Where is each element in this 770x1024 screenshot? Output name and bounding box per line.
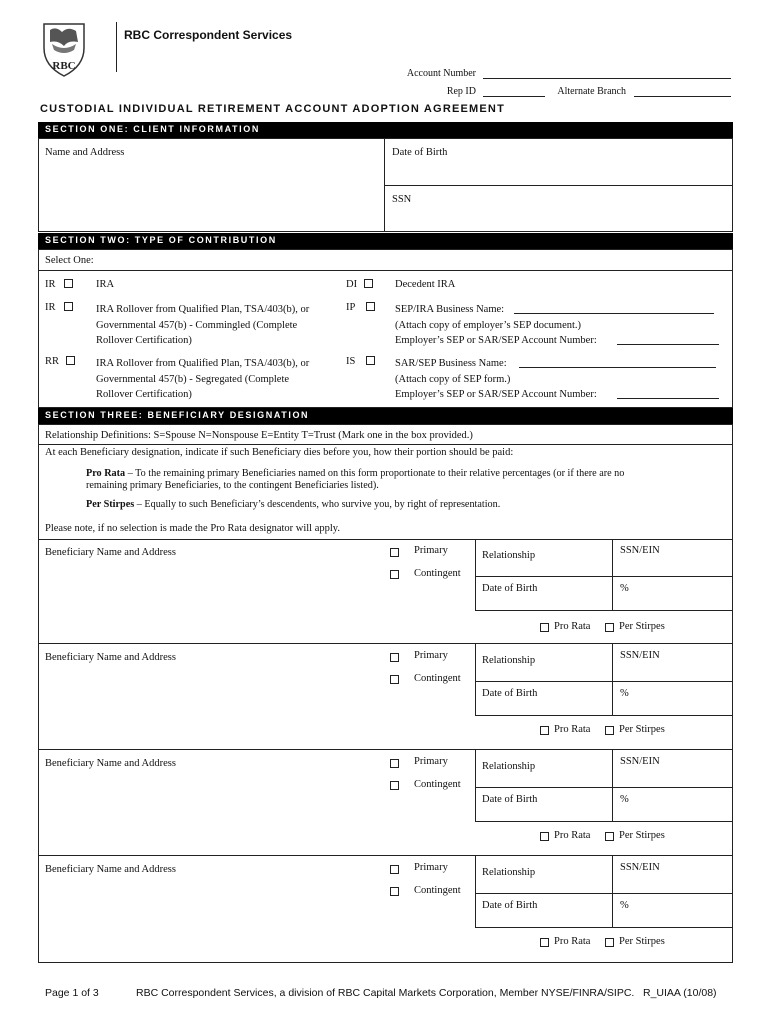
beneficiary-dob-label: Date of Birth [482, 794, 538, 805]
primary-checkbox[interactable] [390, 548, 399, 557]
company-name: RBC Correspondent Services [124, 28, 293, 42]
divider [384, 185, 733, 186]
beneficiary-name-label: Beneficiary Name and Address [45, 864, 176, 875]
per-stirpes-checkbox[interactable] [605, 623, 614, 632]
percent-label: % [620, 688, 629, 699]
dob-label: Date of Birth [392, 147, 448, 158]
relationship-label: Relationship [482, 761, 536, 772]
option-sep-ira: SEP/IRA Business Name: (Attach copy of employer’s SEP document.) Employer’s SEP or SAR/SEP Account Number: [395, 304, 597, 346]
checkbox[interactable] [366, 302, 375, 311]
pro-rata-label: Pro Rata [554, 936, 591, 947]
ssn-ein-label: SSN/EIN [620, 756, 660, 767]
sep-account-number-field[interactable] [617, 344, 719, 345]
code-ir: IR [45, 279, 73, 290]
code-is: IS [346, 356, 375, 367]
per-stirpes-checkbox[interactable] [605, 726, 614, 735]
designation-instructions: At each Beneficiary designation, indicate if such Beneficiary dies before you, how their portion should be paid: [45, 447, 514, 458]
pro-rata-checkbox[interactable] [540, 938, 549, 947]
contingent-checkbox[interactable] [390, 781, 399, 790]
ssn-ein-label: SSN/EIN [620, 545, 660, 556]
beneficiary-block-3 [38, 750, 733, 856]
contingent-checkbox[interactable] [390, 887, 399, 896]
rep-id-field[interactable] [483, 96, 545, 97]
beneficiary-block-4 [38, 856, 733, 963]
sar-account-number-field[interactable] [617, 398, 719, 399]
option-ira-rollover-commingled: IRA Rollover from Qualified Plan, TSA/403(b), or Governmental 457(b) - Commingled (Complete Rollover Certification) [96, 304, 310, 346]
section-one-heading: SECTION ONE: CLIENT INFORMATION [38, 122, 733, 138]
beneficiary-dob-label: Date of Birth [482, 900, 538, 911]
primary-label: Primary [414, 545, 448, 556]
section-three-heading: SECTION THREE: BENEFICIARY DESIGNATION [38, 408, 733, 424]
account-number-field[interactable] [483, 78, 731, 79]
alternate-branch-label: Alternate Branch [557, 86, 626, 97]
beneficiary-dob-label: Date of Birth [482, 583, 538, 594]
divider [38, 444, 733, 445]
option-ira-rollover-segregated: IRA Rollover from Qualified Plan, TSA/403(b), or Governmental 457(b) - Segregated (Complete Rollover Certification) [96, 358, 310, 400]
per-stirpes-label: Per Stirpes [619, 724, 665, 735]
contingent-label: Contingent [414, 673, 461, 684]
beneficiary-block-2 [38, 644, 733, 750]
pro-rata-definition: Pro Rata – To the remaining primary Beneficiaries named on this form proportionate to their relative percentages (or if there are no remaining primary Beneficiaries, to the contingent Beneficiaries listed). [86, 468, 625, 491]
per-stirpes-definition: Per Stirpes – Equally to such Beneficiary’s descendents, who survive you, by right of representation. [86, 499, 501, 510]
per-stirpes-label: Per Stirpes [619, 830, 665, 841]
ssn-ein-label: SSN/EIN [620, 650, 660, 661]
contingent-label: Contingent [414, 885, 461, 896]
per-stirpes-label: Per Stirpes [619, 621, 665, 632]
pro-rata-label: Pro Rata [554, 724, 591, 735]
primary-checkbox[interactable] [390, 865, 399, 874]
logo-text: RBC [52, 60, 76, 72]
primary-label: Primary [414, 756, 448, 767]
option-decedent-ira: Decedent IRA [395, 279, 456, 290]
option-sar-sep: SAR/SEP Business Name: (Attach copy of SEP form.) Employer’s SEP or SAR/SEP Account Number: [395, 358, 597, 400]
primary-checkbox[interactable] [390, 759, 399, 768]
beneficiary-name-label: Beneficiary Name and Address [45, 547, 176, 558]
relationship-definitions: Relationship Definitions: S=Spouse N=Nonspouse E=Entity T=Trust (Mark one in the box provided.) [45, 430, 473, 441]
relationship-label: Relationship [482, 867, 536, 878]
relationship-label: Relationship [482, 655, 536, 666]
contingent-label: Contingent [414, 779, 461, 790]
ssn-label: SSN [392, 194, 412, 205]
per-stirpes-label: Per Stirpes [619, 936, 665, 947]
section-two-heading: SECTION TWO: TYPE OF CONTRIBUTION [38, 233, 733, 249]
contingent-checkbox[interactable] [390, 570, 399, 579]
contingent-checkbox[interactable] [390, 675, 399, 684]
pro-rata-label: Pro Rata [554, 830, 591, 841]
name-address-label: Name and Address [45, 147, 125, 158]
sep-business-name-field[interactable] [514, 313, 714, 314]
header-divider [116, 22, 117, 72]
pro-rata-checkbox[interactable] [540, 726, 549, 735]
code-rr: RR [45, 356, 75, 367]
beneficiary-dob-label: Date of Birth [482, 688, 538, 699]
per-stirpes-checkbox[interactable] [605, 938, 614, 947]
beneficiary-name-label: Beneficiary Name and Address [45, 652, 176, 663]
percent-label: % [620, 583, 629, 594]
account-number-label: Account Number [406, 68, 476, 79]
sar-business-name-field[interactable] [519, 367, 716, 368]
form-code: R_UIAA (10/08) [643, 987, 717, 999]
checkbox[interactable] [66, 356, 75, 365]
checkbox[interactable] [64, 279, 73, 288]
code-ip: IP [346, 302, 375, 313]
divider [38, 270, 733, 271]
contingent-label: Contingent [414, 568, 461, 579]
code-ir-rollover: IR [45, 302, 73, 313]
relationship-label: Relationship [482, 550, 536, 561]
percent-label: % [620, 900, 629, 911]
checkbox[interactable] [64, 302, 73, 311]
select-one-label: Select One: [45, 255, 94, 266]
pro-rata-label: Pro Rata [554, 621, 591, 632]
rep-id-label: Rep ID [446, 86, 476, 97]
primary-label: Primary [414, 650, 448, 661]
form-title: CUSTODIAL INDIVIDUAL RETIREMENT ACCOUNT ADOPTION AGREEMENT [40, 103, 505, 115]
rbc-logo [38, 22, 90, 78]
ssn-ein-label: SSN/EIN [620, 862, 660, 873]
page-number: Page 1 of 3 [45, 987, 99, 999]
checkbox[interactable] [366, 356, 375, 365]
default-note: Please note, if no selection is made the Pro Rata designator will apply. [45, 523, 340, 534]
code-di: DI [346, 279, 373, 290]
per-stirpes-checkbox[interactable] [605, 832, 614, 841]
footer-division: RBC Correspondent Services, a division of RBC Capital Markets Corporation, Member NYSE/FINRA/SIPC. [136, 987, 635, 999]
pro-rata-checkbox[interactable] [540, 832, 549, 841]
beneficiary-name-label: Beneficiary Name and Address [45, 758, 176, 769]
pro-rata-checkbox[interactable] [540, 623, 549, 632]
checkbox[interactable] [364, 279, 373, 288]
alternate-branch-field[interactable] [634, 96, 731, 97]
percent-label: % [620, 794, 629, 805]
option-ira: IRA [96, 279, 115, 290]
beneficiary-block-1 [38, 539, 733, 644]
primary-checkbox[interactable] [390, 653, 399, 662]
primary-label: Primary [414, 862, 448, 873]
